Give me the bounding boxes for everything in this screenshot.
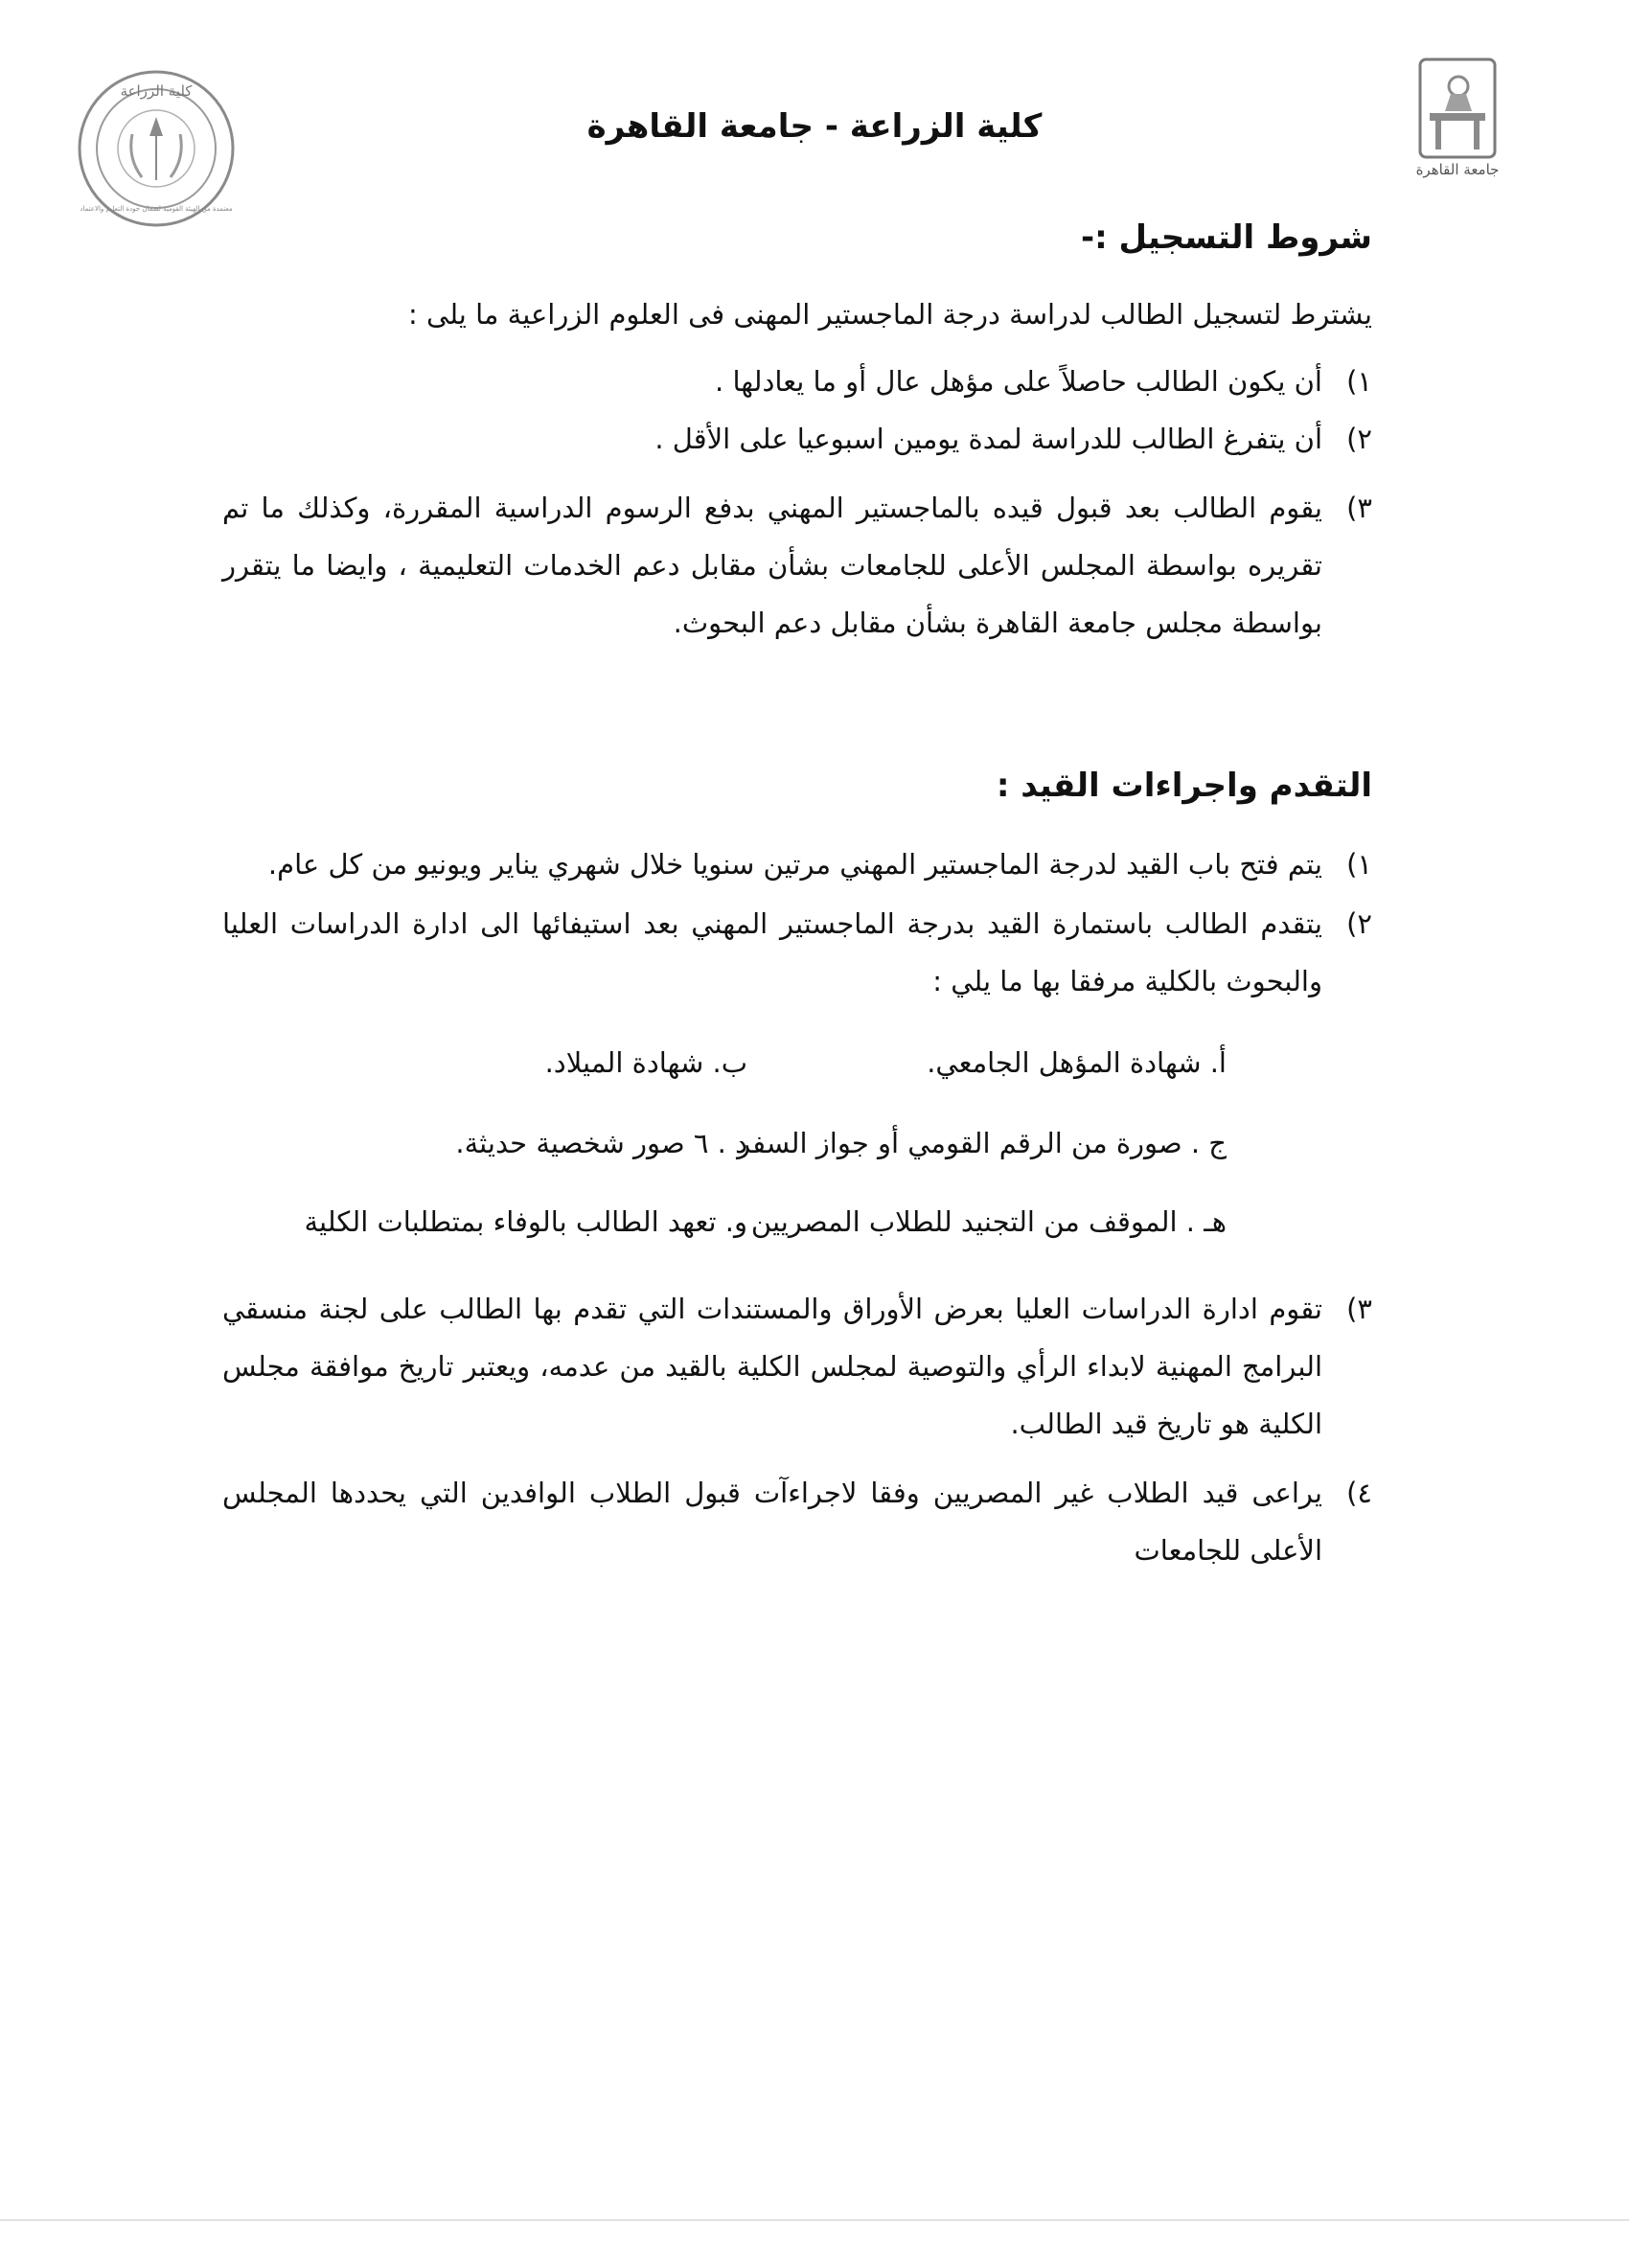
list-item xyxy=(222,1280,1372,1453)
list-item xyxy=(222,1464,1372,1579)
item-number: ١) xyxy=(1346,848,1372,881)
item-text: يراعى قيد الطلاب غير المصريين وفقا لاجراءآت قبول الطلاب الوافدين التي يحددها المجلس الأعلى للجامعات xyxy=(222,1477,1322,1567)
attachment-item: ج . صورة من الرقم القومي أو جواز السفر xyxy=(737,1127,1227,1159)
item-text: يقوم الطالب بعد قبول قيده بالماجستير المهني بدفع الرسوم الدراسية المقررة، وكذلك ما تم تقريره بواسطة المجلس الأعلى للجامعات بشأن مقابل دعم الخدمات التعليمية ، وايضا ما يتقرر بواسطة مجلس جامعة القاهرة بشأن مقابل دعم البحوث. xyxy=(222,492,1322,639)
item-text: تقوم ادارة الدراسات العليا بعرض الأوراق والمستندات التي تقدم بها الطالب على لجنة منسقي البرامج المهنية لابداء الرأي والتوصية لمجلس الكلية بالقيد من عدمه، ويعتبر تاريخ موافقة مجلس الكلية هو تاريخ قيد الطالب. xyxy=(222,1293,1322,1440)
attachments-row xyxy=(182,1046,1227,1088)
attachment-item: هـ . الموقف من التجنيد للطلاب المصريين xyxy=(750,1205,1227,1238)
list-item xyxy=(222,836,1372,893)
item-number: ٤) xyxy=(1346,1477,1372,1509)
attachment-item: و. تعهد الطالب بالوفاء بمتطلبات الكلية xyxy=(304,1205,747,1238)
list-item xyxy=(222,353,1372,410)
page-bottom-divider xyxy=(0,2219,1629,2221)
seal-top-text: كلية الزراعة xyxy=(120,82,193,100)
seal-bottom-text: معتمدة من الهيئة القومية لضمان جودة التعليم والاعتماد xyxy=(80,205,233,213)
list-item xyxy=(222,479,1372,652)
item-number: ٣) xyxy=(1346,1293,1372,1325)
registration-intro: يشترط لتسجيل الطالب لدراسة درجة الماجستير المهنى فى العلوم الزراعية ما يلى : xyxy=(408,298,1372,331)
page-title: كلية الزراعة - جامعة القاهرة xyxy=(586,107,1043,146)
attachment-item: د . ٦ صور شخصية حديثة. xyxy=(455,1127,747,1159)
logo-caption: جامعة القاهرة xyxy=(1415,161,1500,178)
registration-heading: شروط التسجيل :- xyxy=(1080,218,1372,257)
attachments-row xyxy=(182,1127,1227,1169)
list-item xyxy=(222,410,1372,468)
list-item xyxy=(222,895,1372,1010)
item-text: يتم فتح باب القيد لدرجة الماجستير المهني مرتين سنويا خلال شهري يناير ويونيو من كل عام. xyxy=(267,848,1322,881)
attachments-row xyxy=(182,1205,1227,1248)
item-number: ٢) xyxy=(1346,907,1372,940)
enrollment-heading: التقدم واجراءات القيد : xyxy=(996,767,1372,805)
item-number: ٣) xyxy=(1346,492,1372,524)
item-number: ٢) xyxy=(1346,423,1372,455)
attachment-item: ب. شهادة الميلاد. xyxy=(544,1046,747,1079)
item-text: أن يتفرغ الطالب للدراسة لمدة يومين اسبوعيا على الأقل . xyxy=(654,423,1322,455)
item-text: أن يكون الطالب حاصلاً على مؤهل عال أو ما يعادلها . xyxy=(715,365,1322,398)
item-number: ١) xyxy=(1346,365,1372,398)
item-text: يتقدم الطالب باستمارة القيد بدرجة الماجستير المهني بعد استيفائها الى ادارة الدراسات العليا والبحوث بالكلية مرفقا بها ما يلي : xyxy=(222,907,1322,997)
faculty-seal-icon xyxy=(75,67,238,230)
attachment-item: أ. شهادة المؤهل الجامعي. xyxy=(927,1046,1227,1079)
